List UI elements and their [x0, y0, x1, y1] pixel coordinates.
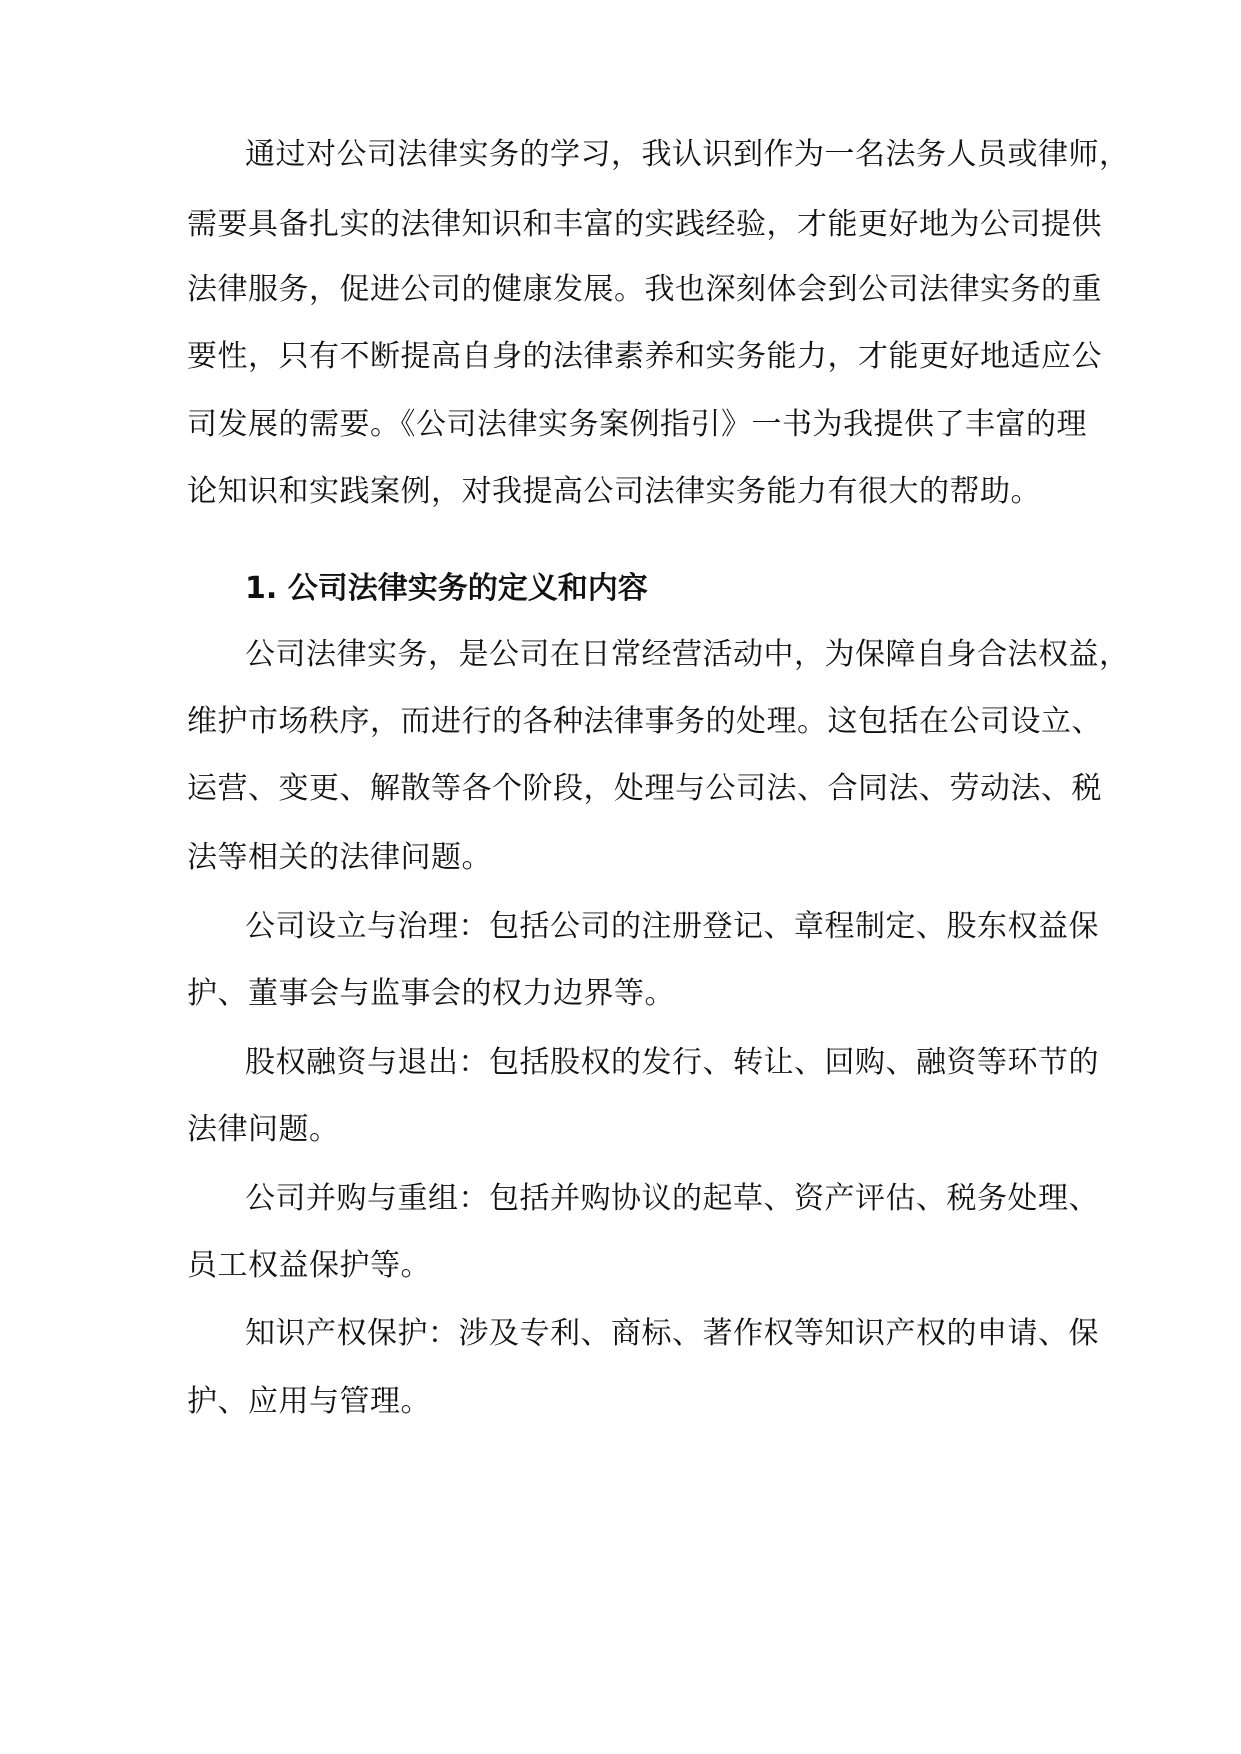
definition-line-3: 运营、变更、解散等各个阶段，处理与公司法、合同法、劳动法、税: [187, 771, 1102, 806]
item-governance-line-1: 公司设立与治理：包括公司的注册登记、章程制定、股东权益保: [245, 909, 1099, 944]
definition-line-2: 维护市场秩序，而进行的各种法律事务的处理。这包括在公司设立、: [187, 704, 1102, 739]
item-governance-line-2: 护、董事会与监事会的权力边界等。: [187, 976, 675, 1011]
item-ip-line-1: 知识产权保护：涉及专利、商标、著作权等知识产权的申请、保: [245, 1316, 1099, 1351]
intro-line-5: 司发展的需要。《公司法律实务案例指引》一书为我提供了丰富的理: [187, 407, 1087, 442]
definition-line-1: 公司法律实务，是公司在日常经营活动中，为保障自身合法权益，: [245, 637, 1130, 672]
intro-line-4: 要性，只有不断提高自身的法律素养和实务能力，才能更好地适应公: [187, 339, 1102, 374]
intro-line-2: 需要具备扎实的法律知识和丰富的实践经验，才能更好地为公司提供: [187, 207, 1102, 242]
item-equity-line-2: 法律问题。: [187, 1112, 340, 1147]
section-heading: 1. 公司法律实务的定义和内容: [245, 571, 648, 606]
intro-line-1: 通过对公司法律实务的学习，我认识到作为一名法务人员或律师，: [245, 137, 1130, 172]
intro-line-3: 法律服务，促进公司的健康发展。我也深刻体会到公司法律实务的重: [187, 272, 1102, 307]
item-merger-line-2: 员工权益保护等。: [187, 1248, 431, 1283]
item-equity-line-1: 股权融资与退出：包括股权的发行、转让、回购、融资等环节的: [245, 1045, 1099, 1080]
item-ip-line-2: 护、应用与管理。: [187, 1384, 431, 1419]
intro-line-6: 论知识和实践案例，对我提高公司法律实务能力有很大的帮助。: [187, 474, 1041, 509]
item-merger-line-1: 公司并购与重组：包括并购协议的起草、资产评估、税务处理、: [245, 1181, 1099, 1216]
definition-line-4: 法等相关的法律问题。: [187, 840, 492, 875]
